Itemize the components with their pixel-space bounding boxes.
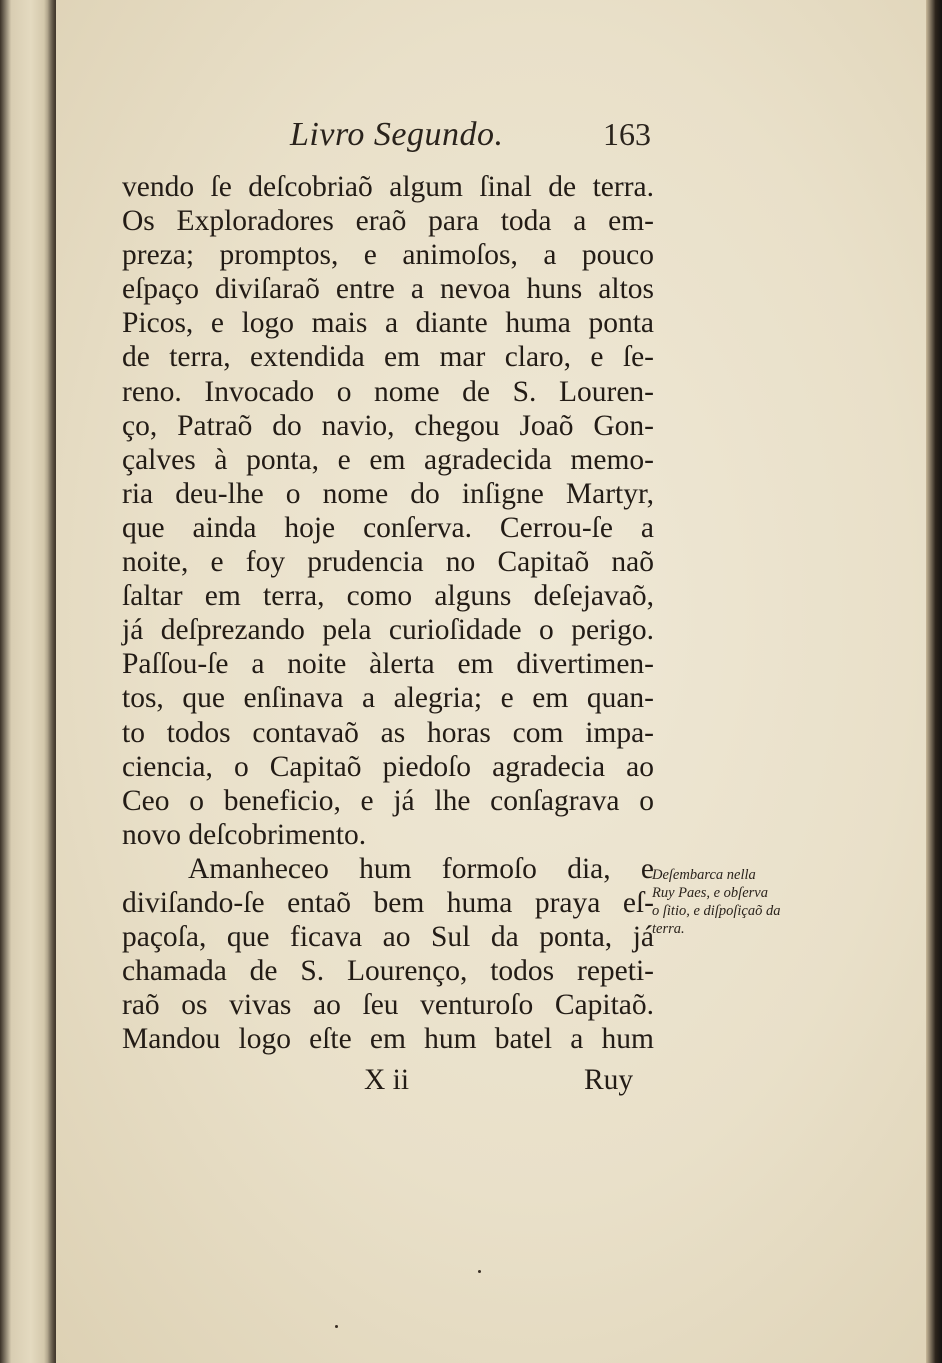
text-line: eſpaço diviſaraõ entre a nevoa huns altos (122, 273, 654, 306)
page-number: 163 (603, 116, 651, 152)
body-text (122, 170, 654, 1056)
text-line: já deſprezando pela curioſidade o perigo. (122, 614, 654, 647)
text-line: çalves à ponta, e em agradecida memo- (122, 443, 654, 476)
marginal-note (652, 866, 838, 938)
marginal-note-line: terra. (652, 921, 685, 937)
running-head: Livro Segundo. (290, 116, 504, 153)
marginal-note-line: o ſitio, e diſpoſiçaõ da (652, 903, 781, 919)
text-line: raõ os vivas ao ſeu venturoſo Capitaõ. (122, 989, 654, 1022)
catchword: Ruy (584, 1064, 634, 1096)
text-line: ço, Patraõ do navio, chegou Joaõ Gon- (122, 409, 654, 442)
paragraph-first-line: Amanheceo hum formoſo dia, e (188, 852, 654, 885)
text-line: tos, que enſinava a alegria; e em quan- (122, 682, 654, 715)
text-line: noite, e foy prudencia no Capitaõ naõ (122, 546, 654, 579)
text-line: Ceo o beneficio, e já lhe conſagrava o (122, 784, 654, 817)
text-line: ſaltar em terra, como alguns deſejavaõ, (122, 580, 654, 613)
text-line: diviſando-ſe entaõ bem huma praya eſ- (122, 886, 654, 919)
text-line: Paſſou-ſe a noite àlerta em divertimen- (122, 648, 654, 681)
text-line: Os Exploradores eraõ para toda a em- (122, 205, 654, 238)
text-line: preza; promptos, e animoſos, a pouco (122, 239, 654, 272)
text-line: que ainda hoje conſerva. Cerrou-ſe a (122, 511, 654, 544)
ink-speck (335, 1325, 338, 1328)
signature-mark: X ii (364, 1064, 410, 1096)
text-line: Mandou logo eſte em hum batel a hum (122, 1023, 654, 1056)
text-line: to todos contavaõ as horas com impa- (122, 716, 654, 749)
text-line: ciencia, o Capitaõ piedoſo agradecia ao (122, 750, 654, 783)
ink-speck (478, 1270, 481, 1273)
text-line: de terra, extendida em mar claro, e ſe- (122, 341, 654, 374)
text-line: chamada de S. Lourenço, todos repeti- (122, 955, 654, 988)
marginal-note-line: Ruy Paes, e obſerva (652, 885, 768, 901)
text-line: Picos, e logo mais a diante huma ponta (122, 307, 654, 340)
text-line: ria deu-lhe o nome do inſigne Martyr, (122, 477, 654, 510)
text-line: novo deſcobrimento. (122, 818, 367, 851)
text-line: paçoſa, que ficava ao Sul da ponta, já (122, 921, 654, 954)
marginal-note-line: Deſembarca nella (652, 867, 756, 883)
page-fore-edge (926, 0, 942, 1363)
text-line: reno. Invocado o nome de S. Louren- (122, 375, 654, 408)
text-line: vendo ſe deſcobriaõ algum ſinal de terra. (122, 171, 654, 203)
